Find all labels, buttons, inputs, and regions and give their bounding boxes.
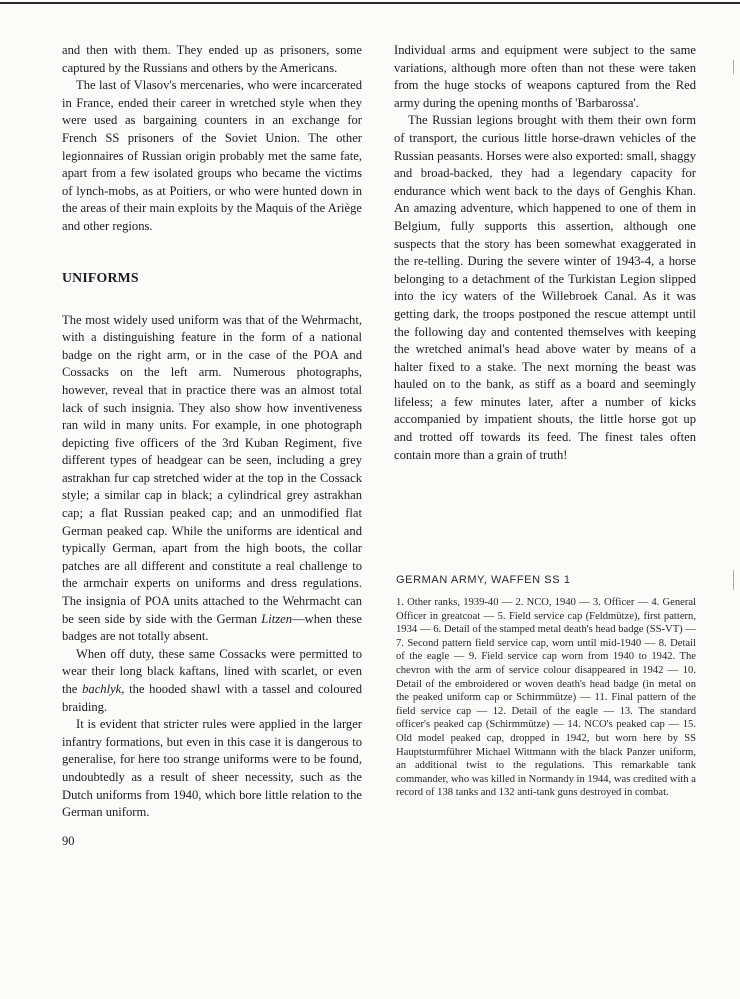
- left-column: [62, 42, 362, 822]
- body-paragraph: The last of Vlasov's mercenaries, who were incarcerated in France, ended their career in wretched style when they were used as bargaining counters in an exchange for French SS prisoners of the Soviet Union. The other legionnaires of Russian origin probably met the same fate, apart from a few isolated groups who became the victims of lynch-mobs, as at Poitiers, or who were hunted down in the areas of their main exploits by the Maquis of the Ariège and other regions.: [62, 78, 362, 233]
- caption-text: 1. Other ranks, 1939-40 — 2. NCO, 1940 — 3. Officer — 4. General Officer in greatcoat — 5. Field service cap (Feldmütze), first pattern, 1934 — 6. Detail of the stamped metal death's head badge (SS-VT) — 7. Second pattern field service cap, worn until mid-1940 — 8. Detail of the eagle — 9. Field service cap worn from 1940 to 1942. The chevron with the arm of service colour disappeared in 1942 — 10. Detail of the embroidered or woven death's head badge (in metal on the peaked uniform cap or Schirmmütze) — 11. Final pattern of the field service cap — 12. Detail of the eagle — 13. The standard officer's peaked cap (Schirmmütze) — 14. NCO's peaked cap — 15. Old model peaked cap, dropped in 1942, but worn here by SS Hauptsturmführer Michael Wittmann with the black Panzer uniform, an additional twist to the regulations. This remarkable tank commander, who was killed in Normandy in 1944, was credited with a record of 138 tanks and 132 anti-tank guns destroyed in combat.: [396, 597, 696, 799]
- body-paragraph: and then with them. They ended up as prisoners, some captured by the Russians and others by the Americans.: [62, 43, 362, 75]
- body-paragraph: When off duty, these same Cossacks were permitted to wear their long black kaftans, lined with scarlet, or even the bachlyk, the hooded shawl with a tassel and coloured braiding.: [62, 646, 362, 714]
- page-edge-mark: [733, 60, 734, 74]
- body-paragraph: It is evident that stricter rules were applied in the larger infantry formations, but even in this case it is dangerous to generalise, for here too strange uniforms were to be found, undoubtedly as a result of sheer necessity, such as the Dutch uniforms from 1940, which bore little relation to the German uniform.: [62, 717, 362, 820]
- right-column: [394, 42, 696, 464]
- body-paragraph: Individual arms and equipment were subject to the same variations, although more often than not these were taken from the huge stocks of weapons captured from the Red army during the opening months of 'Barbarossa'.: [394, 43, 696, 110]
- body-paragraph: The Russian legions brought with them their own form of transport, the curious little horse-drawn vehicles of the Russian peasants. Horses were also exported: small, shaggy and broad-backed, they had a legendary capacity for endurance which went back to the days of Genghis Khan. An amazing adventure, which happened to one of them in Belgium, fully supports this assertion, although one suspects that the story has been somewhat exaggerated in the re-telling. During the severe winter of 1943-4, a horse belonging to a detachment of the Turkistan Legion slipped into the icy waters of the Willebroek Canal. As it was getting dark, the troops postponed the rescue attempt until the following day and contented themselves with keeping the wretched animal's head above water by means of a halter fixed to a stake. The next morning the beast was hauled on to the bank, as stiff as a board and seemingly lifeless; a few minutes later, after a number of kicks accompanied by impatient shouts, the little horse got up and trotted off towards its feed. The finest tales often contain more than a grain of truth!: [394, 113, 696, 462]
- caption-heading: GERMAN ARMY, WAFFEN SS 1: [396, 574, 571, 586]
- page-number: 90: [62, 834, 75, 848]
- page-edge-mark: [733, 570, 734, 590]
- top-rule: [0, 2, 740, 4]
- body-paragraph: The most widely used uniform was that of the Wehrmacht, with a distinguishing feature in the form of a national badge on the right arm, or in the case of the POA and Cossacks on the left arm. Numerous photographs, however, reveal that in practice there was an almost total lack of such insignia. They also show how inventiveness ran wild in many units. For example, in one photograph depicting five officers of the 3rd Kuban Regiment, five different types of headgear can be seen, including a grey astrakhan fur cap stretched wider at the top in the Cossack style; a similar cap in black; a cylindrical grey astrakhan cap; a flat Russian peaked cap; and an unmodified flat German peaked cap. While the uniforms are identical and typically German, apart from the high boots, the collar patches are all different and constitute a real challenge to the armchair experts on uniforms and dress regulations. The insignia of POA units attached to the Wehrmacht can be seen side by side with the German Litzen—when these badges are not totally absent.: [62, 312, 362, 644]
- section-heading: UNIFORMS: [62, 269, 139, 285]
